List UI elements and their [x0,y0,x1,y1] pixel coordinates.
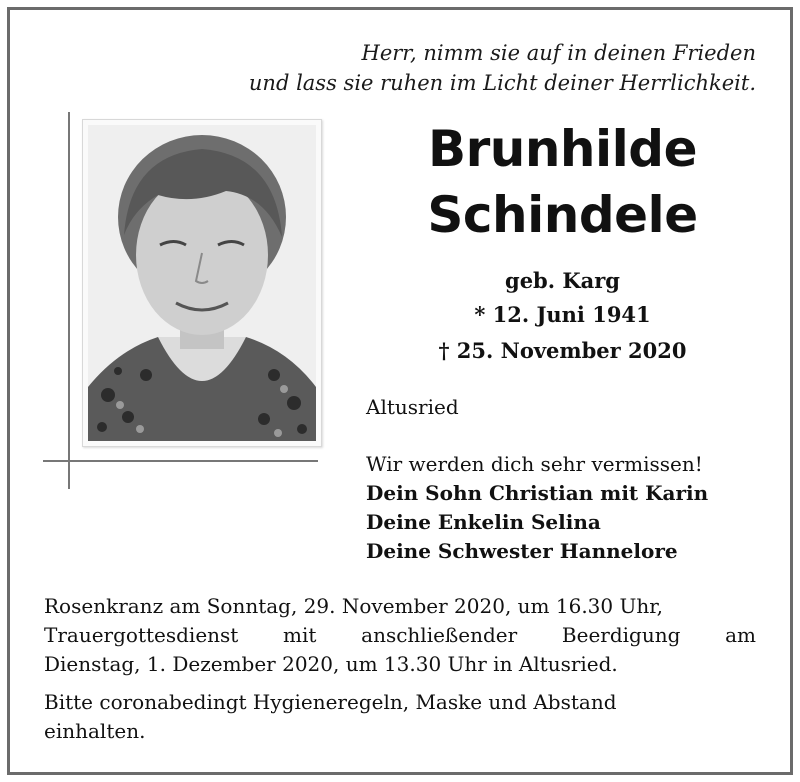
portrait-image [88,125,316,441]
portrait-photo [82,119,322,447]
mourner-son: Dein Sohn Christian mit Karin [366,481,709,505]
notice-line-2: einhalten. [44,719,146,743]
deceased-last-name: Schindele [427,186,698,244]
service-line-2: Trauergottesdienst mit anschließender Beerdigung am [44,623,756,647]
mourners-block [366,450,708,566]
mourners-intro: Wir werden dich sehr vermissen! [366,452,703,476]
cross-horizontal-line [43,460,318,462]
mourner-sister: Deine Schwester Hannelore [366,539,678,563]
service-line-1: Rosenkranz am Sonntag, 29. November 2020, um 16.30 Uhr, [44,594,663,618]
notice-line-1: Bitte coronabedingt Hygieneregeln, Maske und Abstand [44,690,617,714]
service-line-3: Dienstag, 1. Dezember 2020, um 13.30 Uhr in Altusried. [44,652,618,676]
cross-vertical-line [68,112,70,489]
verse-line-2: und lass sie ruhen im Licht deiner Herrlichkeit. [248,71,756,95]
bible-verse [196,38,756,98]
hygiene-notice [44,688,756,746]
maiden-name: geb. Karg [505,268,620,293]
death-date: † 25. November 2020 [438,338,687,363]
verse-line-1: Herr, nimm sie auf in deinen Frieden [361,41,756,65]
birth-date: * 12. Juni 1941 [474,302,651,327]
service-details [44,592,756,679]
hometown: Altusried [366,395,459,419]
deceased-first-name: Brunhilde [427,120,698,178]
mourner-granddaughter: Deine Enkelin Selina [366,510,601,534]
